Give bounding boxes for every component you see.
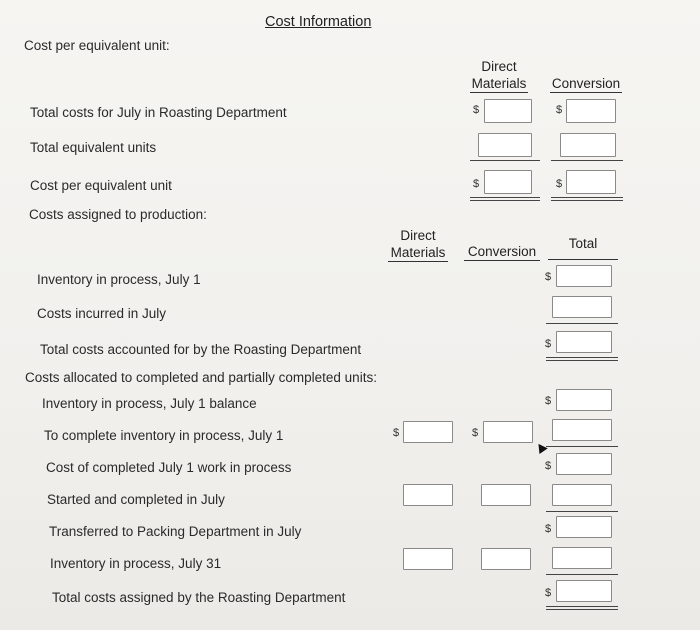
col-header-conversion: Conversion — [551, 76, 621, 91]
col-header-conversion: Conversion — [464, 243, 540, 261]
dollar-sign: $ — [473, 104, 480, 116]
dollar-sign: $ — [545, 338, 552, 350]
col-header-direct-materials: Direct Materials — [471, 59, 527, 91]
underline — [546, 574, 618, 575]
mouse-cursor-icon — [534, 441, 547, 454]
row-label: Inventory in process, July 1 balance — [42, 396, 257, 411]
dm-equivalent-units-input[interactable] — [478, 133, 532, 157]
page-title: Cost Information — [265, 14, 372, 30]
row-label: Total equivalent units — [30, 140, 157, 155]
total-inventory-july1-input[interactable] — [556, 265, 612, 287]
total-cost-completed-input[interactable] — [556, 453, 612, 475]
underline — [546, 323, 618, 324]
dollar-sign: $ — [556, 104, 563, 116]
row-label: To complete inventory in process, July 1 — [44, 428, 284, 443]
total-costs-incurred-input[interactable] — [552, 296, 612, 318]
row-label: Inventory in process, July 1 — [37, 272, 201, 287]
conv-to-complete-input[interactable] — [483, 421, 533, 443]
dollar-sign: $ — [545, 395, 552, 407]
total-to-complete-input[interactable] — [552, 419, 612, 441]
conv-total-costs-input[interactable] — [566, 99, 616, 123]
col-header-total: Total — [548, 235, 618, 260]
total-started-completed-input[interactable] — [552, 484, 612, 506]
dollar-sign: $ — [472, 427, 479, 439]
row-label: Cost of completed July 1 work in process — [46, 460, 292, 475]
conv-equivalent-units-input[interactable] — [560, 133, 616, 157]
row-label: Costs allocated to completed and partially completed units: — [25, 370, 377, 385]
row-label: Transferred to Packing Department in July — [49, 524, 302, 539]
section-cost-per-eu: Cost per equivalent unit: — [24, 38, 170, 53]
dm-cost-per-eu-input[interactable] — [484, 170, 532, 194]
row-label: Inventory in process, July 31 — [50, 556, 222, 571]
dollar-sign: $ — [545, 271, 552, 283]
underline — [551, 160, 623, 161]
row-label: Started and completed in July — [47, 492, 225, 507]
dm-inventory-july31-input[interactable] — [403, 548, 453, 570]
total-costs-assigned-input[interactable] — [556, 580, 612, 602]
col-header-direct-materials: Direct Materials — [388, 227, 448, 262]
total-costs-accounted-input[interactable] — [556, 331, 612, 353]
total-transferred-input[interactable] — [556, 516, 612, 538]
row-label: Costs incurred in July — [37, 306, 167, 321]
row-label: Cost per equivalent unit — [30, 178, 172, 193]
total-inventory-balance-input[interactable] — [556, 389, 612, 411]
double-underline — [546, 357, 618, 361]
dm-started-completed-input[interactable] — [403, 484, 453, 506]
underline — [546, 511, 618, 512]
double-underline — [470, 197, 540, 201]
underline — [470, 160, 540, 161]
dollar-sign: $ — [545, 460, 552, 472]
dollar-sign: $ — [545, 587, 552, 599]
dollar-sign: $ — [556, 178, 563, 190]
section-costs-assigned: Costs assigned to production: — [29, 207, 207, 222]
dollar-sign: $ — [545, 523, 552, 535]
row-label: Total costs for July in Roasting Department — [30, 105, 287, 120]
conv-inventory-july31-input[interactable] — [481, 548, 531, 570]
double-underline — [551, 197, 623, 201]
total-inventory-july31-input[interactable] — [552, 547, 612, 569]
dollar-sign: $ — [473, 178, 480, 190]
dm-total-costs-input[interactable] — [484, 99, 532, 123]
row-label: Total costs accounted for by the Roasting Department — [40, 342, 362, 357]
double-underline — [546, 606, 618, 610]
conv-started-completed-input[interactable] — [481, 484, 531, 506]
dollar-sign: $ — [393, 427, 400, 439]
underline — [546, 446, 618, 447]
dm-to-complete-input[interactable] — [403, 421, 453, 443]
conv-cost-per-eu-input[interactable] — [566, 170, 616, 194]
row-label: Total costs assigned by the Roasting Department — [52, 590, 346, 605]
